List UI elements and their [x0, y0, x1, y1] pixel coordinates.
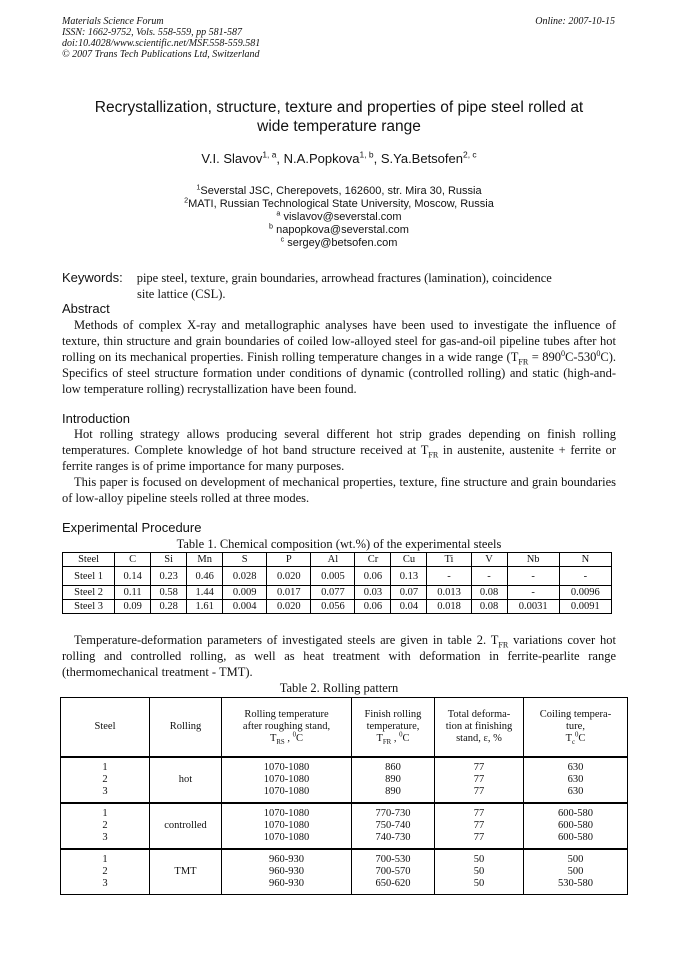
table-cell: -: [507, 586, 559, 600]
table-cell: 0.04: [391, 600, 427, 614]
cell-line: 50: [473, 854, 485, 865]
online-date: Online: 2007-10-15: [535, 16, 615, 27]
table-cell: 1.61: [187, 600, 223, 614]
cell-line: 600-580: [558, 832, 593, 843]
table-cell: 0.017: [267, 586, 311, 600]
experimental-part: variations cover hot rolling and controlled rolling, as well as heat treatment with deformation in ferrite-pearlite range (thermomechanical treatment - TMT).: [62, 633, 616, 679]
cell-line: 630: [567, 774, 584, 785]
keywords-line-1: pipe steel, texture, grain boundaries, arrowhead fractures (lamination), coincidence: [136, 271, 552, 285]
paper-title: [62, 98, 616, 136]
table-cell: [222, 803, 352, 849]
table1-header-cell: Al: [311, 553, 355, 567]
affiliation-text: Severstal JSC, Cherepovets, 162600, str. Mira 30, Russia: [200, 185, 482, 197]
header-line: ture,: [566, 721, 585, 732]
table2-header-cell: Rolling: [150, 698, 222, 758]
table-cell: 0.08: [471, 586, 507, 600]
table-cell: [352, 803, 435, 849]
author-list: [62, 151, 616, 166]
table-row: [63, 586, 612, 600]
table-cell: 0.06: [355, 567, 391, 586]
cell-line: 530-580: [558, 878, 593, 889]
abstract-heading: Abstract: [62, 301, 110, 316]
table-cell: [524, 849, 628, 895]
table1-header-cell: Cu: [391, 553, 427, 567]
table1-chemical-composition: [62, 552, 612, 614]
table2-header-row: [61, 698, 628, 758]
table-row: [61, 803, 628, 849]
table-cell: 0.13: [391, 567, 427, 586]
header-part: ,: [391, 733, 400, 744]
header-line: [526, 733, 625, 745]
header-part: C: [402, 733, 410, 744]
author-sup: 2, c: [463, 149, 477, 160]
header-line: Coiling tempera-: [539, 709, 612, 720]
table-cell: Steel 3: [63, 600, 115, 614]
table1-caption: Table 1. Chemical composition (wt.%) of the experimental steels: [176, 537, 502, 551]
experimental-part: Temperature-deformation parameters of investigated steels are given in table 2. T: [74, 633, 499, 647]
doi: doi:10.4028/www.scientific.net/MSF.558-559.581: [62, 38, 261, 49]
table-row: [63, 600, 612, 614]
cell-line: 750-740: [375, 820, 411, 831]
table-cell: [524, 803, 628, 849]
table-cell: [435, 849, 524, 895]
cell-line: 77: [473, 774, 485, 785]
table1-header-cell: V: [471, 553, 507, 567]
header-line: temperature,: [366, 721, 420, 732]
cell-line: 3: [102, 878, 108, 889]
header-part: ,: [284, 733, 293, 744]
keywords-line-2: site lattice (CSL).: [137, 287, 226, 301]
table-cell: 0.46: [187, 567, 223, 586]
abstract-sup: 0: [561, 348, 566, 358]
header-sup: 0: [292, 731, 297, 739]
experimental-sub: FR: [498, 640, 509, 650]
intro-part: Hot rolling strategy allows producing several different hot strip grades depending on finish rolling temperatures. Complete knowledge of hot band structure received at T: [62, 427, 616, 457]
table1-header-cell: Cr: [355, 553, 391, 567]
cell-line: 960-930: [269, 854, 304, 865]
cell-line: 500: [567, 866, 584, 877]
table-cell: controlled: [150, 803, 222, 849]
table-cell: TMT: [150, 849, 222, 895]
cell-line: 77: [473, 832, 485, 843]
affiliation-text: MATI, Russian Technological State University, Moscow, Russia: [188, 198, 494, 210]
introduction-heading: Introduction: [62, 411, 130, 426]
email-text: napopkova@severstal.com: [273, 224, 409, 236]
table2-header-cell: [352, 698, 435, 758]
table-cell: 0.004: [223, 600, 267, 614]
table-cell: -: [427, 567, 471, 586]
author-sup: 1, a: [262, 149, 277, 160]
table-cell: 0.58: [151, 586, 187, 600]
header-line: after roughing stand,: [242, 721, 331, 732]
table-cell: 0.009: [223, 586, 267, 600]
author-name: V.I. Slavov: [201, 151, 263, 166]
table-cell: hot: [150, 757, 222, 803]
title-line-1: Recrystallization, structure, texture and properties of pipe steel rolled at: [94, 99, 584, 116]
table-cell: -: [559, 567, 611, 586]
cell-line: 630: [567, 786, 584, 797]
cell-line: 77: [473, 762, 485, 773]
header-line: Rolling temperature: [244, 709, 329, 720]
affiliation-sup: 1: [196, 183, 201, 192]
table1-header-cell: Nb: [507, 553, 559, 567]
table-cell: -: [507, 567, 559, 586]
affiliations: [62, 185, 616, 250]
header-part: C: [296, 733, 304, 744]
affiliation-sup: a: [276, 209, 281, 218]
author-sep: ,: [276, 151, 284, 166]
abstract-part: C). Specifics of steel structure formation under conditions of dynamic (controlled rolling) and static (high-and-low temperature rolling) recrystallization have been found.: [62, 349, 616, 396]
table-cell: [61, 849, 150, 895]
table-cell: Steel 1: [63, 567, 115, 586]
table-cell: 0.03: [355, 586, 391, 600]
table-row: [61, 849, 628, 895]
table2-header-cell: [222, 698, 352, 758]
cell-line: 2: [102, 774, 108, 785]
cell-line: 50: [473, 878, 485, 889]
table-row: [61, 757, 628, 803]
author-sep: ,: [373, 151, 381, 166]
author-name: N.A.Popkova: [283, 151, 360, 166]
affiliation-sup: b: [269, 222, 274, 231]
cell-line: 2: [102, 820, 108, 831]
table-cell: 0.020: [267, 600, 311, 614]
header-sub: c: [571, 739, 576, 747]
table-cell: 0.14: [115, 567, 151, 586]
cell-line: 1070-1080: [263, 832, 310, 843]
table-cell: [435, 757, 524, 803]
table-row: [63, 567, 612, 586]
table-cell: [435, 803, 524, 849]
cell-line: 630: [567, 762, 584, 773]
header-sub: FR: [382, 739, 392, 747]
cell-line: 600-580: [558, 808, 593, 819]
table1-header-cell: S: [223, 553, 267, 567]
table-cell: 0.0091: [559, 600, 611, 614]
cell-line: 50: [473, 866, 485, 877]
table-cell: 0.018: [427, 600, 471, 614]
table-cell: [352, 757, 435, 803]
table1-header-cell: N: [559, 553, 611, 567]
table1-header-cell: Steel: [63, 553, 115, 567]
table2-header-cell: [524, 698, 628, 758]
table1-header-cell: Mn: [187, 553, 223, 567]
table-cell: 0.005: [311, 567, 355, 586]
email-text: sergey@betsofen.com: [284, 237, 398, 249]
cell-line: 1070-1080: [263, 762, 310, 773]
cell-line: 1070-1080: [263, 820, 310, 831]
cell-line: 500: [567, 854, 584, 865]
cell-line: 700-570: [375, 866, 411, 877]
table-cell: 0.23: [151, 567, 187, 586]
affiliation-email: [62, 237, 616, 250]
author-name: S.Ya.Betsofen: [380, 151, 463, 166]
journal-name: Materials Science Forum: [62, 16, 164, 27]
cell-line: 860: [385, 762, 401, 773]
abstract-sup: 0: [596, 348, 601, 358]
header-line: Total deforma-: [447, 709, 511, 720]
intro-paragraph-2: This paper is focused on development of mechanical properties, texture, fine structure and grain boundaries of low-alloy pipeline steels rolled at three modes.: [62, 474, 616, 505]
cell-line: 3: [102, 832, 108, 843]
table-cell: 0.07: [391, 586, 427, 600]
header-sup: 0: [575, 731, 579, 739]
table2-rolling-pattern: [60, 697, 628, 895]
table-cell: [222, 757, 352, 803]
affiliation-email: [62, 224, 616, 237]
table-cell: -: [471, 567, 507, 586]
header-sub: RS: [276, 739, 285, 747]
cell-line: 1070-1080: [263, 786, 310, 797]
cell-line: 2: [102, 866, 108, 877]
author-sup: 1, b: [359, 149, 374, 160]
cell-line: 890: [385, 774, 401, 785]
table-cell: 0.09: [115, 600, 151, 614]
copyright: © 2007 Trans Tech Publications Ltd, Switzerland: [62, 49, 260, 60]
header-part: T: [269, 733, 277, 744]
issn: ISSN: 1662-9752, Vols. 558-559, pp 581-587: [62, 27, 242, 38]
cell-line: 1070-1080: [263, 774, 310, 785]
table-cell: 0.028: [223, 567, 267, 586]
cell-line: 740-730: [375, 832, 411, 843]
table-cell: 0.013: [427, 586, 471, 600]
abstract-text: [62, 318, 616, 398]
cell-line: 770-730: [375, 808, 411, 819]
table-cell: 1.44: [187, 586, 223, 600]
header-line: stand, ε, %: [456, 733, 502, 744]
header-line: Finish rolling: [364, 709, 422, 720]
affiliation-sup: c: [280, 235, 285, 244]
introduction-text: [62, 427, 616, 507]
header-sup: 0: [399, 731, 403, 739]
table-cell: [352, 849, 435, 895]
cell-line: 77: [473, 820, 485, 831]
table2-caption: Table 2. Rolling pattern: [279, 681, 399, 695]
cell-line: 1: [102, 854, 108, 865]
cell-line: 77: [473, 786, 485, 797]
intro-part: in austenite, austenite + ferrite or ferrite ranges is of prime importance for many purposes.: [62, 442, 616, 473]
header-part: C: [578, 733, 586, 744]
header-part: T: [565, 733, 572, 744]
cell-line: 890: [385, 786, 401, 797]
keywords: [62, 270, 616, 302]
table-cell: [61, 803, 150, 849]
table-cell: 0.06: [355, 600, 391, 614]
table-cell: [524, 757, 628, 803]
table-cell: 0.0096: [559, 586, 611, 600]
table1-header-cell: P: [267, 553, 311, 567]
abstract-part: C-530: [565, 349, 597, 364]
affiliation-sup: 2: [184, 196, 189, 205]
journal-header: [62, 16, 260, 60]
table-cell: [61, 757, 150, 803]
header-line: tion at finishing: [445, 721, 513, 732]
header-line: [354, 733, 432, 745]
table-cell: 0.28: [151, 600, 187, 614]
affiliation: [62, 198, 616, 211]
table2-header-cell: Steel: [61, 698, 150, 758]
table-cell: 0.077: [311, 586, 355, 600]
table-cell: 0.0031: [507, 600, 559, 614]
header-line: [224, 733, 349, 745]
table-cell: [222, 849, 352, 895]
intro-sub: FR: [428, 450, 439, 460]
table1-header-cell: Ti: [427, 553, 471, 567]
cell-line: 600-580: [558, 820, 593, 831]
affiliation-email: [62, 211, 616, 224]
experimental-text: [62, 633, 616, 681]
table-cell: 0.020: [267, 567, 311, 586]
keywords-label: Keywords:: [62, 270, 123, 285]
table-cell: 0.056: [311, 600, 355, 614]
cell-line: 960-930: [269, 866, 304, 877]
table1-header-cell: C: [115, 553, 151, 567]
cell-line: 77: [473, 808, 485, 819]
table-cell: 0.08: [471, 600, 507, 614]
title-line-2: wide temperature range: [257, 118, 421, 135]
table1-header-row: [63, 553, 612, 567]
cell-line: 700-530: [375, 854, 411, 865]
cell-line: 3: [102, 786, 108, 797]
experimental-heading: Experimental Procedure: [62, 520, 202, 535]
affiliation: [62, 185, 616, 198]
cell-line: 1: [102, 762, 108, 773]
cell-line: 1: [102, 808, 108, 819]
table-cell: 0.11: [115, 586, 151, 600]
abstract-part: = 890: [528, 349, 561, 364]
header-part: T: [376, 733, 383, 744]
cell-line: 650-620: [375, 878, 411, 889]
abstract-sub: FR: [518, 357, 529, 367]
table1-header-cell: Si: [151, 553, 187, 567]
cell-line: 1070-1080: [263, 808, 310, 819]
table-cell: Steel 2: [63, 586, 115, 600]
cell-line: 960-930: [269, 878, 304, 889]
email-text: vislavov@severstal.com: [280, 211, 402, 223]
abstract-part: Methods of complex X-ray and metallographic analyses have been used to investigate the influence of texture, thin structure and grain boundaries of coiled low-alloyed steel for gas-and-oil pipeline tubes after hot rolling on its mechanical properties. Finish rolling temperature changes in a wide range (T: [62, 318, 616, 364]
table2-header-cell: [435, 698, 524, 758]
